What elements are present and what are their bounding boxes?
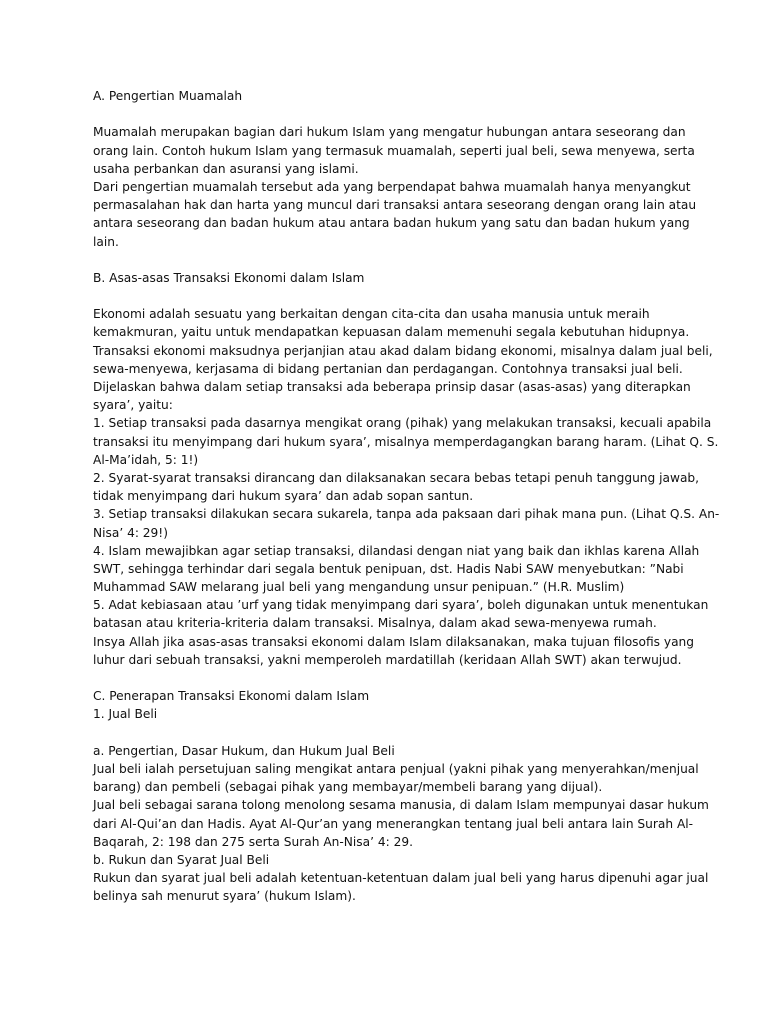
text-line: kemakmuran, yaitu untuk mendapatkan kepuasan dalam memenuhi segala kebutuhan hidupnya. <box>93 325 690 340</box>
subsection-a-heading: a. Pengertian, Dasar Hukum, dan Hukum Jual Beli <box>93 743 395 758</box>
principle-item-5 <box>93 596 709 632</box>
subsection-a-paragraph-2 <box>93 796 709 851</box>
subsection-b-heading: b. Rukun dan Syarat Jual Beli <box>93 852 270 867</box>
text-line: usaha perbankan dan asuransi yang islami. <box>93 161 359 176</box>
text-line: Muamalah merupakan bagian dari hukum Islam yang mengatur hubungan antara seseorang dan <box>93 125 686 140</box>
text-line: Rukun dan syarat jual beli adalah ketentuan-ketentuan dalam jual beli yang harus dipenuhi agar jual <box>93 871 709 886</box>
text-line: Jual beli sebagai sarana tolong menolong sesama manusia, di dalam Islam mempunyai dasar hukum <box>93 798 709 813</box>
section-b-heading: B. Asas-asas Transaksi Ekonomi dalam Islam <box>93 270 365 285</box>
text-line: Nisa’ 4: 29!) <box>93 525 168 540</box>
text-line: Baqarah, 2: 198 dan 275 serta Surah An-Nisa’ 4: 29. <box>93 834 413 849</box>
text-line: lain. <box>93 234 119 249</box>
text-line: tidak menyimpang dari hukum syara’ dan adab sopan santun. <box>93 489 474 504</box>
text-line: antara seseorang dan badan hukum atau antara badan hukum yang satu dan badan hukum yang <box>93 216 690 231</box>
text-line: barang) dan pembeli (sebagai pihak yang membayar/membeli barang yang dijual). <box>93 780 603 795</box>
subsection-b-paragraph-1 <box>93 869 709 905</box>
section-a-heading: A. Pengertian Muamalah <box>93 89 243 103</box>
section-b-closing <box>93 633 693 669</box>
section-a-paragraph-2 <box>93 178 697 251</box>
blank-line <box>93 251 693 269</box>
text-line: Insya Allah jika asas-asas transaksi ekonomi dalam Islam dilaksanakan, maka tujuan filosofis yang <box>93 634 695 649</box>
text-line: dari Al-Qui’an dan Hadis. Ayat Al-Qur’an yang menerangkan tentang jual beli antara lain Surah Al- <box>93 816 694 831</box>
text-line: orang lain. Contoh hukum Islam yang termasuk muamalah, seperti jual beli, sewa menyewa, serta <box>93 143 695 158</box>
section-b-paragraph-1 <box>93 305 713 414</box>
text-line: Al-Ma’idah, 5: 1!) <box>93 452 199 467</box>
principle-item-3 <box>93 505 720 541</box>
text-line: Transaksi ekonomi maksudnya perjanjian atau akad dalam bidang ekonomi, misalnya dalam jual beli, <box>93 343 713 358</box>
text-line: Jual beli ialah persetujuan saling mengikat antara penjual (yakni pihak yang menyerahkan/menjual <box>93 761 699 776</box>
blank-line <box>93 287 693 305</box>
text-line: permasalahan hak dan harta yang muncul dari transaksi antara seseorang dengan orang lain atau <box>93 198 697 213</box>
text-line: transaksi itu menyimpang dari hukum syara’, misalnya memperdagangkan barang haram. (Lihat Q. S. <box>93 434 719 449</box>
text-line: SWT, sehingga terhindar dari segala bentuk penipuan, dst. Hadis Nabi SAW menyebutkan: ”Nabi <box>93 561 684 576</box>
text-line: luhur dari sebuah transaksi, yakni memperoleh mardatillah (keridaan Allah SWT) akan terwujud. <box>93 652 682 667</box>
text-line: batasan atau kriteria-kriteria dalam transaksi. Misalnya, dalam akad sewa-menyewa rumah. <box>93 616 657 631</box>
section-c-subheading-jual-beli: 1. Jual Beli <box>93 707 158 722</box>
text-line: Ekonomi adalah sesuatu yang berkaitan dengan cita-cita dan usaha manusia untuk meraih <box>93 307 650 322</box>
principle-item-2 <box>93 469 700 505</box>
text-line: sewa-menyewa, kerjasama di bidang pertanian dan perdagangan. Contohnya transaksi jual beli. <box>93 361 683 376</box>
principle-item-1 <box>93 414 719 469</box>
text-line: 4. Islam mewajibkan agar setiap transaksi, dilandasi dengan niat yang baik dan ikhlas karena Allah <box>93 543 700 558</box>
text-line: 2. Syarat-syarat transaksi dirancang dan dilaksanakan secara bebas tetapi penuh tanggung jawab, <box>93 470 700 485</box>
text-line: Dari pengertian muamalah tersebut ada yang berpendapat bahwa muamalah hanya menyangkut <box>93 179 691 194</box>
blank-line <box>93 105 693 123</box>
section-a-paragraph-1 <box>93 123 693 178</box>
document-body <box>93 87 720 905</box>
blank-line <box>93 724 693 742</box>
text-line: 5. Adat kebiasaan atau ’urf yang tidak menyimpang dari syara’, boleh digunakan untuk menentukan <box>93 598 709 613</box>
subsection-a-paragraph-1 <box>93 760 699 796</box>
text-line: Muhammad SAW melarang jual beli yang mengandung unsur penipuan.” (H.R. Muslim) <box>93 580 625 595</box>
section-c-heading: C. Penerapan Transaksi Ekonomi dalam Islam <box>93 689 370 704</box>
text-line: belinya sah menurut syara’ (hukum Islam). <box>93 889 356 904</box>
principle-item-4 <box>93 542 700 597</box>
blank-line <box>93 669 693 687</box>
text-line: 1. Setiap transaksi pada dasarnya mengikat orang (pihak) yang melakukan transaksi, kecuali apabila <box>93 416 712 431</box>
text-line: Dijelaskan bahwa dalam setiap transaksi ada beberapa prinsip dasar (asas-asas) yang diterapkan <box>93 380 691 394</box>
text-line: 3. Setiap transaksi dilakukan secara sukarela, tanpa ada paksaan dari pihak mana pun. (Lihat Q.S. An- <box>93 507 720 522</box>
text-line: syara’, yaitu: <box>93 398 173 413</box>
